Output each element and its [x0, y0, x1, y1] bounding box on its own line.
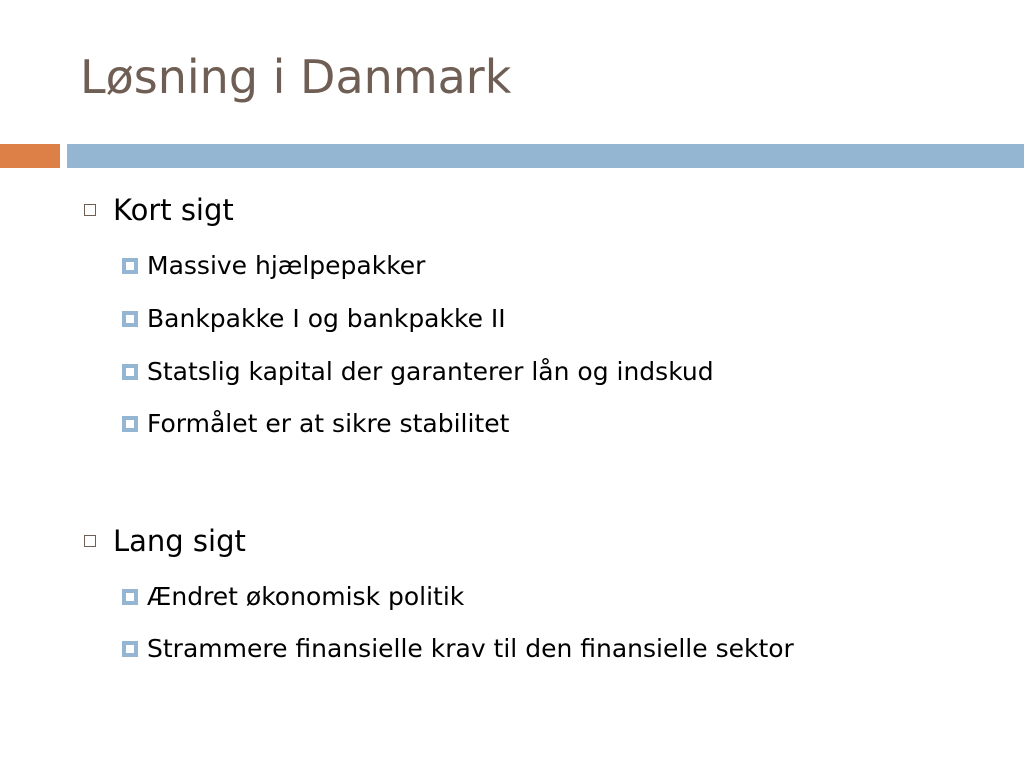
sub-bullet-item	[122, 634, 794, 663]
sub-bullet-item	[122, 357, 714, 386]
bullet-kort-sigt	[84, 193, 234, 227]
sub-bullet-text: Statslig kapital der garanterer lån og indskud	[147, 357, 714, 386]
sub-bullet-text: Strammere finansielle krav til den finansielle sektor	[147, 634, 794, 663]
square-bullet-icon	[122, 641, 138, 657]
sub-bullet-item	[122, 582, 464, 611]
slide-title: Løsning i Danmark	[80, 50, 512, 104]
square-bullet-icon	[122, 589, 138, 605]
section-heading: Lang sigt	[113, 524, 246, 558]
sub-bullet-item	[122, 304, 506, 333]
sub-bullet-text: Massive hjælpepakker	[147, 251, 426, 280]
sub-bullet-item	[122, 409, 509, 438]
sub-bullet-text: Bankpakke I og bankpakke II	[147, 304, 506, 333]
section-heading: Kort sigt	[113, 193, 234, 227]
square-bullet-icon	[122, 311, 138, 327]
square-bullet-icon	[122, 364, 138, 380]
hollow-square-icon	[84, 535, 96, 547]
sub-bullet-item	[122, 251, 425, 280]
hollow-square-icon	[84, 204, 96, 216]
sub-bullet-text: Formålet er at sikre stabilitet	[147, 409, 510, 438]
square-bullet-icon	[122, 258, 138, 274]
square-bullet-icon	[122, 416, 138, 432]
bullet-lang-sigt	[84, 524, 246, 558]
sub-bullet-text: Ændret økonomisk politik	[147, 582, 465, 611]
